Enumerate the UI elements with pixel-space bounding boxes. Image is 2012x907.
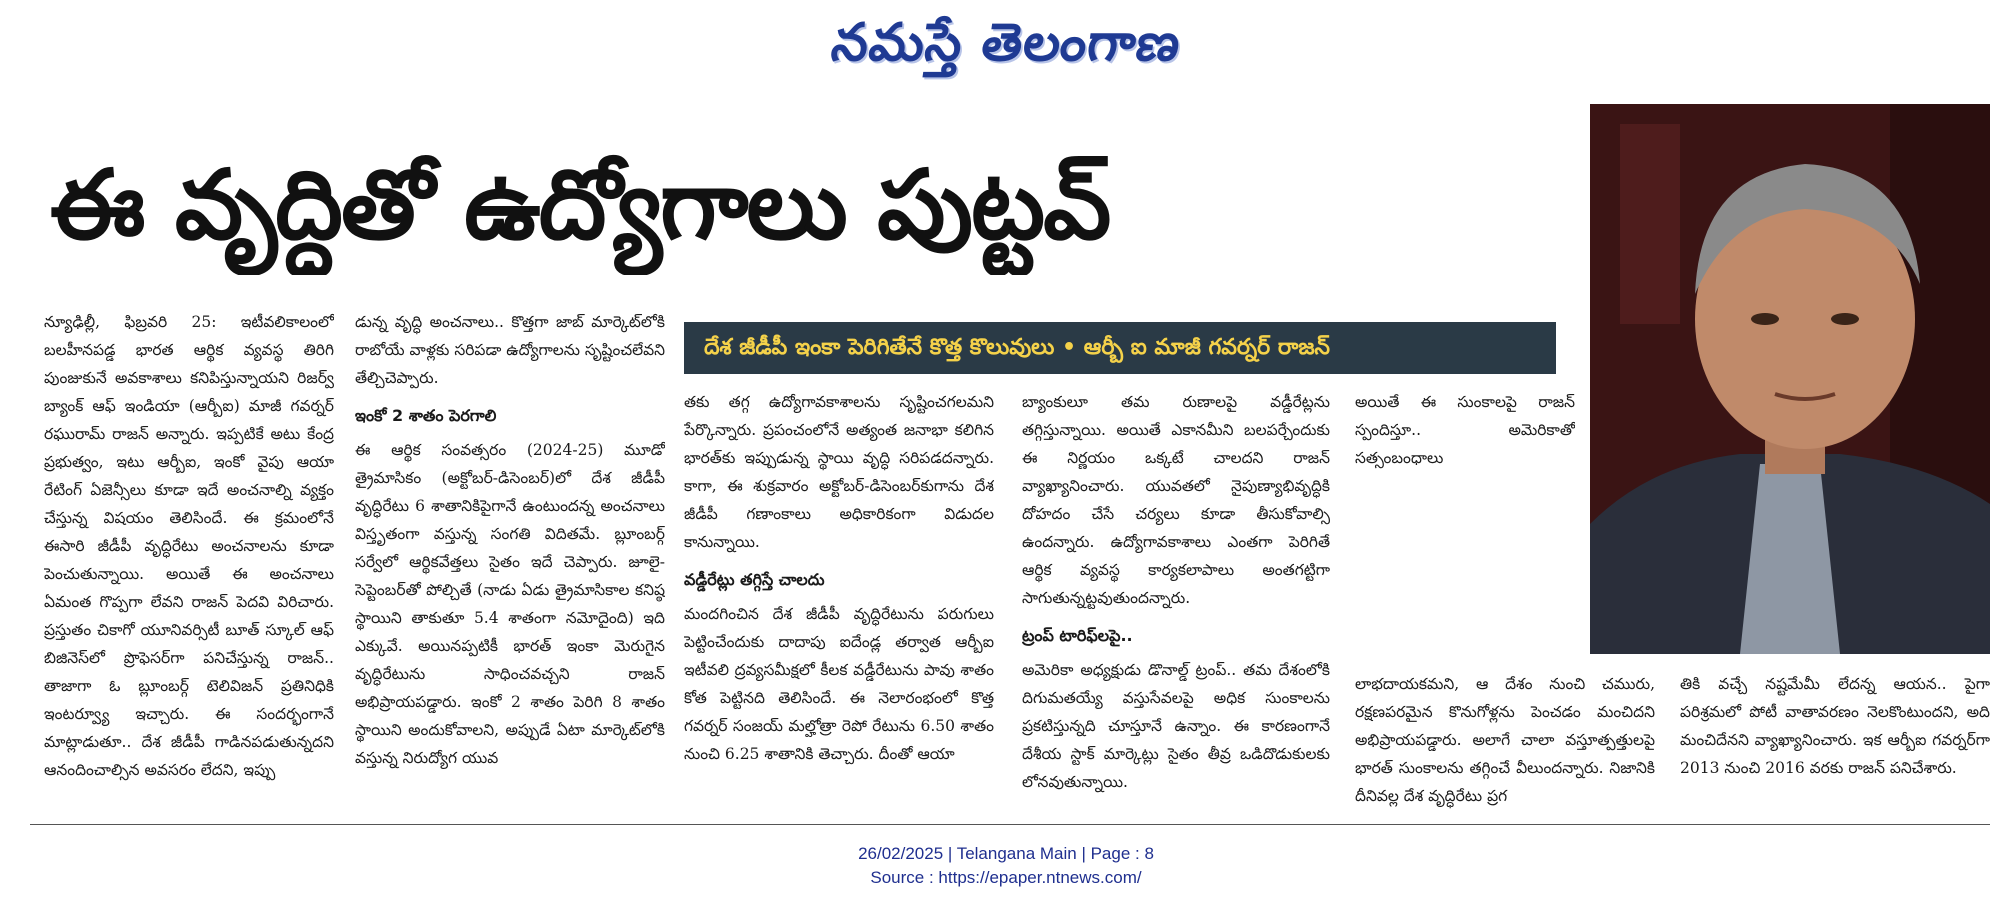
subheadline-banner: దేశ జీడీపీ ఇంకా పెరిగితేనే కొత్త కొలువులు • ఆర్బీ ఐ మాజీ గవర్నర్ రాజన్ xyxy=(684,322,1556,374)
article-paragraph: అయితే ఈ సుంకాలపై రాజన్ స్పందిస్తూ.. అమెరికాతో సత్సంబంధాలు xyxy=(1355,393,1575,467)
article-paragraph: మందగించిన దేశ జీడీపీ వృద్ధిరేటును పరుగులు పెట్టించేందుకు దాదాపు ఐదేండ్ల తర్వాత ఆర్బీఐ ఇటీవలి ద్రవ్యసమీక్షలో కీలక వడ్డీరేటును పావు శాతం కోత పెట్టినది తెలిసిందే. ఈ నెలారంభంలో కొత్త గవర్నర్ సంజయ్ మల్హోత్రా రెపో రేటును 6.50 శాతం నుంచి 6.25 శాతానికి తెచ్చారు. దీంతో ఆయా xyxy=(684,605,994,763)
article-paragraph: ఈ ఆర్థిక సంవత్సరం (2024-25) మూడో త్రైమాసికం (అక్టోబర్-డిసెంబర్)లో దేశ జీడీపీ వృద్ధిరేటు 6 శాతానికిపైగానే ఉంటుందన్న అంచనాలు విస్తృతంగా వస్తున్న సంగతి విదితమే. బ్లూంబర్గ్ సర్వేలో ఆర్థికవేత్తలు సైతం ఇదే చెప్పారు. జూలై-సెప్టెంబర్‌తో పోల్చితే (నాడు ఏడు త్రైమాసికాల కనిష్ఠ స్థాయిని తాకుతూ 5.4 శాతంగా నమోదైంది) ఇది ఎక్కువే. అయినప్పటికీ భారత్ ఇంకా మెరుగైన వృద్ధిరేటును సాధించవచ్చని రాజన్ అభిప్రాయపడ్డారు. ఇంకో 2 శాతం పెరిగి 8 శాతం స్థాయిని అందుకోవాలని, అప్పుడే ఏటా మార్కెట్‌లోకి వస్తున్న నిరుద్యోగ యువ xyxy=(355,441,665,767)
headline: ఈ వృద్ధితో ఉద్యోగాలు పుట్టవ్ xyxy=(50,149,1110,261)
footer-divider xyxy=(30,824,1990,825)
article-column-2 xyxy=(355,308,665,813)
section-heading: వడ్డీరేట్లు తగ్గిస్తే చాలదు xyxy=(684,570,825,589)
masthead xyxy=(0,8,2012,78)
footer-source-link[interactable]: Source : https://epaper.ntnews.com/ xyxy=(870,868,1142,887)
article-column-5 xyxy=(1355,670,1655,813)
article-column-5-top xyxy=(1355,388,1575,508)
masthead-logo: నమస్తే తెలంగాణ xyxy=(827,13,1185,73)
article-column-4 xyxy=(1022,388,1330,813)
article-paragraph: తకు తగ్గ ఉద్యోగావకాశాలను సృష్టించగలమని పేర్కొన్నారు. ప్రపంచంలోనే అత్యంత జనాభా కలిగిన భారత్‌కు ఇప్పుడున్న స్థాయి వృద్ధి సరిపడదన్నారు. కాగా, ఈ శుక్రవారం అక్టోబర్-డిసెంబర్‌కుగాను దేశ జీడీపీ గణాంకాలు అధికారికంగా విడుదల కానున్నాయి. xyxy=(684,393,994,551)
portrait-illustration xyxy=(1590,104,1990,654)
section-heading: ట్రంప్ టారిఫ్‌లపై.. xyxy=(1022,626,1133,645)
photo-raghuram-rajan xyxy=(1590,104,1990,654)
section-heading: ఇంకో 2 శాతం పెరగాలి xyxy=(355,406,497,425)
article-column-6 xyxy=(1680,670,1990,813)
article-paragraph: డున్న వృద్ధి అంచనాలు.. కొత్తగా జాబ్ మార్కెట్‌లోకి రాబోయే వాళ్లకు సరిపడా ఉద్యోగాలను సృష్టించలేవని తేల్చిచెప్పారు. xyxy=(355,313,665,387)
article-column-1 xyxy=(44,308,334,813)
article-paragraph: అమెరికా అధ్యక్షుడు డొనాల్డ్ ట్రంప్.. తమ దేశంలోకి దిగుమతయ్యే వస్తుసేవలపై అధిక సుంకాలను ప్రకటిస్తున్నది చూస్తూనే ఉన్నాం. ఈ కారణంగానే దేశీయ స్టాక్ మార్కెట్లు సైతం తీవ్ర ఒడిదొడుకులకు లోనవుతున్నాయి. xyxy=(1022,661,1330,791)
footer-date-line: 26/02/2025 | Telangana Main | Page : 8 xyxy=(858,844,1154,863)
article-column-3 xyxy=(684,388,994,813)
article-paragraph: తికి వచ్చే నష్టమేమీ లేదన్న ఆయన.. పైగా పరిశ్రమలో పోటీ వాతావరణం నెలకొంటుందని, అది మంచిదేనని వ్యాఖ్యానించారు. ఇక ఆర్బీఐ గవర్నర్‌గా 2013 నుంచి 2016 వరకు రాజన్ పనిచేశారు. xyxy=(1680,675,1990,777)
article-paragraph: లాభదాయకమని, ఆ దేశం నుంచి చమురు, రక్షణపరమైన కొనుగోళ్లను పెంచడం మంచిదని అభిప్రాయపడ్డారు. అలాగే చాలా వస్తూత్పత్తులపై భారత్ సుంకాలను తగ్గించే వీలుందన్నారు. నిజానికి దీనివల్ల దేశ వృద్ధిరేటు ప్రగ xyxy=(1355,675,1655,805)
article-paragraph: బ్యాంకులూ తమ రుణాలపై వడ్డీరేట్లను తగ్గిస్తున్నాయి. అయితే ఎకానమీని బలపర్చేందుకు ఈ నిర్ణయం ఒక్కటే చాలదని రాజన్ వ్యాఖ్యానించారు. యువతలో నైపుణ్యాభివృద్ధికి దోహదం చేసే చర్యలు కూడా తీసుకోవాల్సి ఉందన్నారు. ఉద్యోగావకాశాలు ఎంతగా పెరిగితే ఆర్థిక వ్యవస్థ కార్యకలాపాలు అంతగట్టిగా సాగుతున్నట్టవుతుందన్నారు. xyxy=(1022,393,1330,607)
article-paragraph: న్యూఢిల్లీ, ఫిబ్రవరి 25: ఇటీవలికాలంలో బలహీనపడ్డ భారత ఆర్థిక వ్యవస్థ తిరిగి పుంజుకునే అవకాశాలు కనిపిస్తున్నాయని రిజర్వ్ బ్యాంక్ ఆఫ్ ఇండియా (ఆర్బీఐ) మాజీ గవర్నర్ రఘురామ్ రాజన్ అన్నారు. ఇప్పటికే అటు కేంద్ర ప్రభుత్వం, ఇటు ఆర్బీఐ, ఇంకో వైపు ఆయా రేటింగ్ ఏజెన్సీలు కూడా ఇదే అంచనాల్ని వ్యక్తం చేస్తున్న విషయం తెలిసిందే. ఈ క్రమంలోనే ఈసారి జీడీపీ వృద్ధిరేటు అంచనాలను కూడా పెంచుతున్నాయి. అయితే ఈ అంచనాలు ఏమంత గొప్పగా లేవని రాజన్ పెదవి విరిచారు. ప్రస్తుతం చికాగో యూనివర్సిటీ బూత్ స్కూల్ ఆఫ్ బిజినెస్‌లో ప్రొఫెసర్‌గా పనిచేస్తున్న రాజన్.. తాజాగా ఓ బ్లూంబర్గ్ టెలివిజన్ ప్రతినిధికి ఇంటర్వ్యూ ఇచ్చారు. ఈ సందర్భంగానే మాట్లాడుతూ.. దేశ జీడీపీ గాడినపడుతున్నదని ఆనందించాల్సిన అవసరం లేదని, ఇప్పు xyxy=(44,313,334,779)
